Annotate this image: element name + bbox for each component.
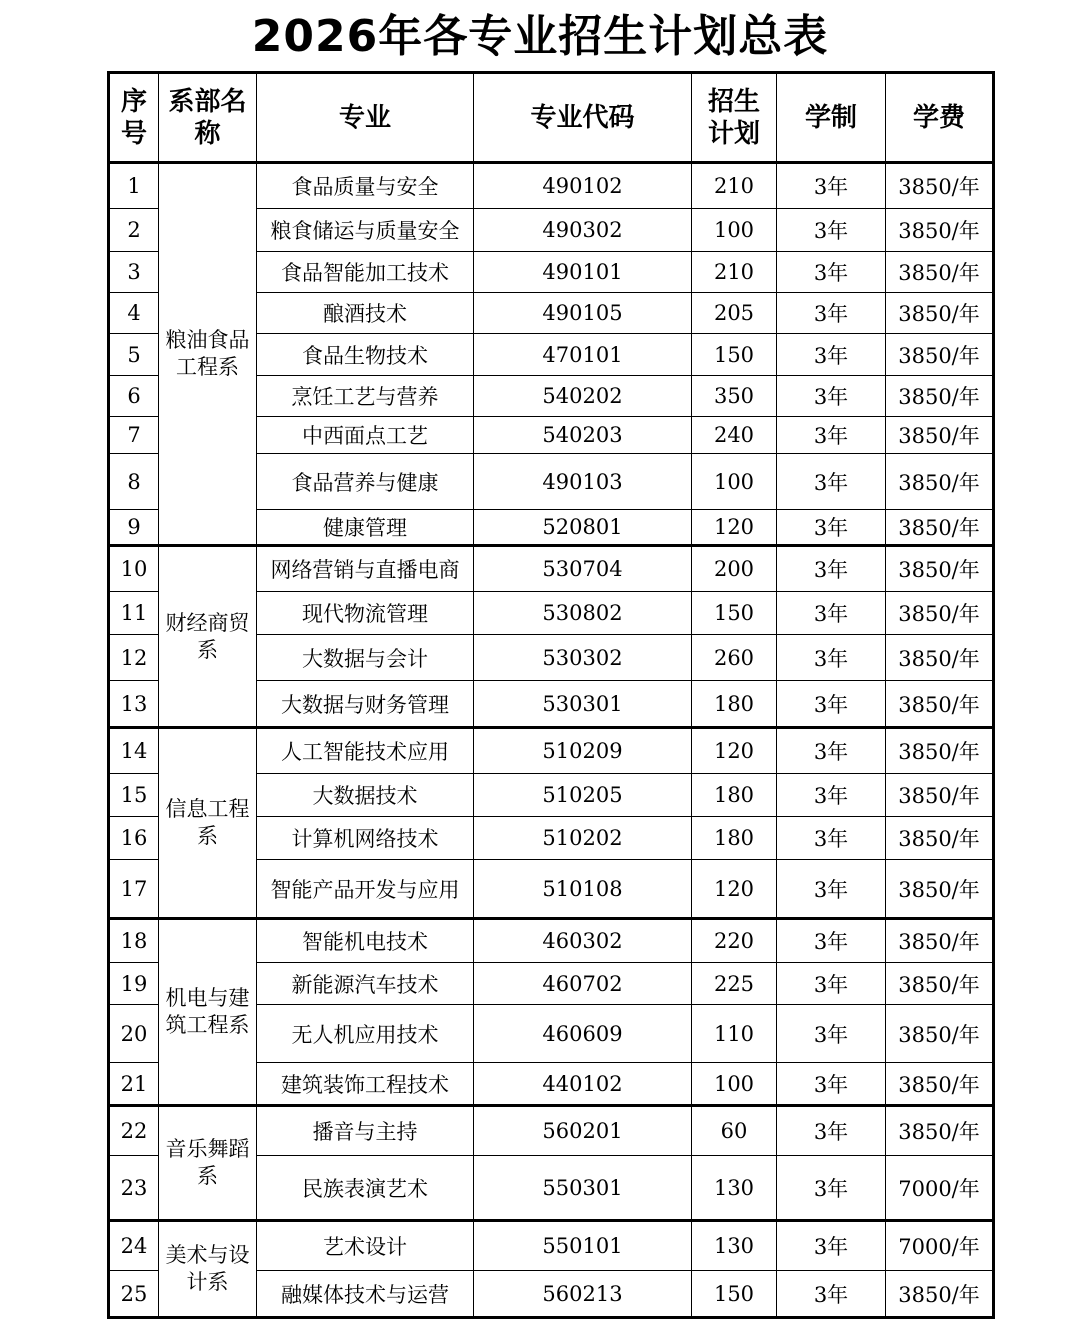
tuition-fee: 7000/年 (886, 1221, 994, 1271)
department-name-line: 计系 (186, 1270, 229, 1294)
department-name (159, 728, 257, 919)
study-duration: 3年 (777, 919, 886, 963)
row-index: 1 (109, 163, 159, 209)
study-duration: 3年 (777, 681, 886, 728)
enrollment-plan: 150 (692, 334, 777, 376)
major-code: 550301 (474, 1156, 692, 1221)
major-name: 智能产品开发与应用 (257, 860, 474, 919)
major-code: 460609 (474, 1005, 692, 1063)
major-code: 510209 (474, 728, 692, 774)
tuition-fee: 3850/年 (886, 1271, 994, 1318)
major-code: 490102 (474, 163, 692, 209)
row-index: 13 (109, 681, 159, 728)
tuition-fee: 3850/年 (886, 817, 994, 860)
study-duration: 3年 (777, 454, 886, 510)
study-duration: 3年 (777, 1063, 886, 1106)
tuition-fee: 3850/年 (886, 510, 994, 546)
major-code: 490101 (474, 252, 692, 293)
study-duration: 3年 (777, 293, 886, 334)
header-code: 专业代码 (474, 73, 692, 163)
major-code: 470101 (474, 334, 692, 376)
row-index: 3 (109, 252, 159, 293)
major-name: 民族表演艺术 (257, 1156, 474, 1221)
tuition-fee: 7000/年 (886, 1156, 994, 1221)
row-index: 24 (109, 1221, 159, 1271)
row-index: 23 (109, 1156, 159, 1221)
study-duration: 3年 (777, 1271, 886, 1318)
major-code: 540202 (474, 376, 692, 417)
tuition-fee: 3850/年 (886, 209, 994, 252)
major-name: 食品营养与健康 (257, 454, 474, 510)
tuition-fee: 3850/年 (886, 728, 994, 774)
header-plan: 招生 计划 (692, 73, 777, 163)
department-name (159, 1221, 257, 1318)
major-code: 440102 (474, 1063, 692, 1106)
header-department: 系部名 称 (159, 73, 257, 163)
tuition-fee: 3850/年 (886, 860, 994, 919)
header-major: 专业 (257, 73, 474, 163)
enrollment-plan: 260 (692, 635, 777, 681)
major-code: 560213 (474, 1271, 692, 1318)
tuition-fee: 3850/年 (886, 592, 994, 635)
enrollment-plan: 180 (692, 817, 777, 860)
major-name: 食品生物技术 (257, 334, 474, 376)
major-code: 510205 (474, 774, 692, 817)
major-code: 560201 (474, 1106, 692, 1156)
table-row (109, 163, 994, 209)
tuition-fee: 3850/年 (886, 635, 994, 681)
enrollment-plan: 100 (692, 454, 777, 510)
tuition-fee: 3850/年 (886, 919, 994, 963)
study-duration: 3年 (777, 1005, 886, 1063)
enrollment-plan: 225 (692, 963, 777, 1005)
row-index: 25 (109, 1271, 159, 1318)
study-duration: 3年 (777, 376, 886, 417)
enrollment-plan: 120 (692, 510, 777, 546)
tuition-fee: 3850/年 (886, 163, 994, 209)
enrollment-plan: 120 (692, 728, 777, 774)
study-duration: 3年 (777, 774, 886, 817)
department-name (159, 919, 257, 1106)
study-duration: 3年 (777, 209, 886, 252)
department-name-line: 系 (197, 824, 218, 848)
study-duration: 3年 (777, 546, 886, 592)
enrollment-plan: 150 (692, 592, 777, 635)
row-index: 21 (109, 1063, 159, 1106)
major-name: 现代物流管理 (257, 592, 474, 635)
major-code: 520801 (474, 510, 692, 546)
department-name-line: 财经商贸 (165, 610, 250, 635)
row-index: 15 (109, 774, 159, 817)
study-duration: 3年 (777, 592, 886, 635)
department-name-line: 筑工程系 (165, 1013, 250, 1037)
study-duration: 3年 (777, 1221, 886, 1271)
header-fee: 学费 (886, 73, 994, 163)
department-name (159, 163, 257, 546)
tuition-fee: 3850/年 (886, 1063, 994, 1106)
major-name: 烹饪工艺与营养 (257, 376, 474, 417)
major-name: 中西面点工艺 (257, 417, 474, 454)
header-index: 序 号 (109, 73, 159, 163)
tuition-fee: 3850/年 (886, 1005, 994, 1063)
department-name (159, 1106, 257, 1221)
tuition-fee: 3850/年 (886, 334, 994, 376)
study-duration: 3年 (777, 1156, 886, 1221)
tuition-fee: 3850/年 (886, 293, 994, 334)
row-index: 4 (109, 293, 159, 334)
row-index: 14 (109, 728, 159, 774)
page-title: 2026年各专业招生计划总表 (251, 11, 829, 62)
row-index: 2 (109, 209, 159, 252)
row-index: 17 (109, 860, 159, 919)
table-row (109, 546, 994, 592)
enrollment-plan: 100 (692, 1063, 777, 1106)
major-name: 健康管理 (257, 510, 474, 546)
major-code: 490105 (474, 293, 692, 334)
row-index: 7 (109, 417, 159, 454)
major-name: 计算机网络技术 (257, 817, 474, 860)
row-index: 5 (109, 334, 159, 376)
major-name: 食品质量与安全 (257, 163, 474, 209)
enrollment-plan: 180 (692, 774, 777, 817)
department-name-line: 音乐舞蹈 (165, 1137, 250, 1161)
major-name: 人工智能技术应用 (257, 728, 474, 774)
major-name: 大数据与财务管理 (257, 681, 474, 728)
row-index: 12 (109, 635, 159, 681)
enrollment-plan: 180 (692, 681, 777, 728)
row-index: 6 (109, 376, 159, 417)
study-duration: 3年 (777, 252, 886, 293)
major-code: 460302 (474, 919, 692, 963)
tuition-fee: 3850/年 (886, 454, 994, 510)
table-row (109, 728, 994, 774)
table-row (109, 919, 994, 963)
header-row (109, 73, 994, 163)
tuition-fee: 3850/年 (886, 376, 994, 417)
major-code: 530301 (474, 681, 692, 728)
enrollment-plan: 210 (692, 252, 777, 293)
table-row (109, 1106, 994, 1156)
major-name: 艺术设计 (257, 1221, 474, 1271)
row-index: 22 (109, 1106, 159, 1156)
enrollment-plan: 200 (692, 546, 777, 592)
enrollment-plan: 110 (692, 1005, 777, 1063)
tuition-fee: 3850/年 (886, 417, 994, 454)
study-duration: 3年 (777, 334, 886, 376)
major-name: 融媒体技术与运营 (257, 1271, 474, 1318)
major-name: 酿酒技术 (257, 293, 474, 334)
major-name: 无人机应用技术 (257, 1005, 474, 1063)
tuition-fee: 3850/年 (886, 681, 994, 728)
study-duration: 3年 (777, 817, 886, 860)
enrollment-plan: 205 (692, 293, 777, 334)
enrollment-plan: 240 (692, 417, 777, 454)
enrollment-plan: 60 (692, 1106, 777, 1156)
row-index: 11 (109, 592, 159, 635)
enrollment-plan: 350 (692, 376, 777, 417)
row-index: 10 (109, 546, 159, 592)
tuition-fee: 3850/年 (886, 774, 994, 817)
major-code: 530802 (474, 592, 692, 635)
enrollment-plan: 150 (692, 1271, 777, 1318)
major-code: 490302 (474, 209, 692, 252)
major-name: 大数据与会计 (257, 635, 474, 681)
department-name-line: 粮油食品 (165, 328, 250, 352)
department-name-line: 美术与设 (165, 1243, 250, 1267)
department-name-line: 信息工程 (165, 797, 250, 821)
department-name-line: 机电与建 (165, 986, 250, 1010)
study-duration: 3年 (777, 163, 886, 209)
study-duration: 3年 (777, 510, 886, 546)
tuition-fee: 3850/年 (886, 546, 994, 592)
row-index: 9 (109, 510, 159, 546)
major-name: 网络营销与直播电商 (257, 546, 474, 592)
major-name: 新能源汽车技术 (257, 963, 474, 1005)
header-duration: 学制 (777, 73, 886, 163)
major-code: 460702 (474, 963, 692, 1005)
row-index: 18 (109, 919, 159, 963)
enrollment-plan: 130 (692, 1221, 777, 1271)
enrollment-plan-table (107, 71, 995, 1319)
major-code: 510202 (474, 817, 692, 860)
major-name: 播音与主持 (257, 1106, 474, 1156)
study-duration: 3年 (777, 1106, 886, 1156)
row-index: 19 (109, 963, 159, 1005)
department-name-line: 系 (197, 1164, 218, 1188)
major-code: 550101 (474, 1221, 692, 1271)
department-name-line: 工程系 (176, 355, 239, 379)
major-name: 粮食储运与质量安全 (257, 209, 474, 252)
study-duration: 3年 (777, 417, 886, 454)
enrollment-plan: 210 (692, 163, 777, 209)
row-index: 8 (109, 454, 159, 510)
major-name: 智能机电技术 (257, 919, 474, 963)
tuition-fee: 3850/年 (886, 1106, 994, 1156)
row-index: 20 (109, 1005, 159, 1063)
department-name (159, 546, 257, 728)
major-code: 510108 (474, 860, 692, 919)
major-name: 食品智能加工技术 (257, 252, 474, 293)
tuition-fee: 3850/年 (886, 963, 994, 1005)
study-duration: 3年 (777, 728, 886, 774)
enrollment-plan: 220 (692, 919, 777, 963)
enrollment-plan: 120 (692, 860, 777, 919)
row-index: 16 (109, 817, 159, 860)
major-code: 540203 (474, 417, 692, 454)
department-name-line: 系 (197, 637, 218, 662)
study-duration: 3年 (777, 635, 886, 681)
study-duration: 3年 (777, 860, 886, 919)
major-code: 530704 (474, 546, 692, 592)
major-name: 大数据技术 (257, 774, 474, 817)
major-name: 建筑装饰工程技术 (257, 1063, 474, 1106)
major-code: 490103 (474, 454, 692, 510)
study-duration: 3年 (777, 963, 886, 1005)
major-code: 530302 (474, 635, 692, 681)
enrollment-plan: 100 (692, 209, 777, 252)
table-body (109, 163, 994, 1318)
tuition-fee: 3850/年 (886, 252, 994, 293)
table-row (109, 1221, 994, 1271)
enrollment-plan: 130 (692, 1156, 777, 1221)
